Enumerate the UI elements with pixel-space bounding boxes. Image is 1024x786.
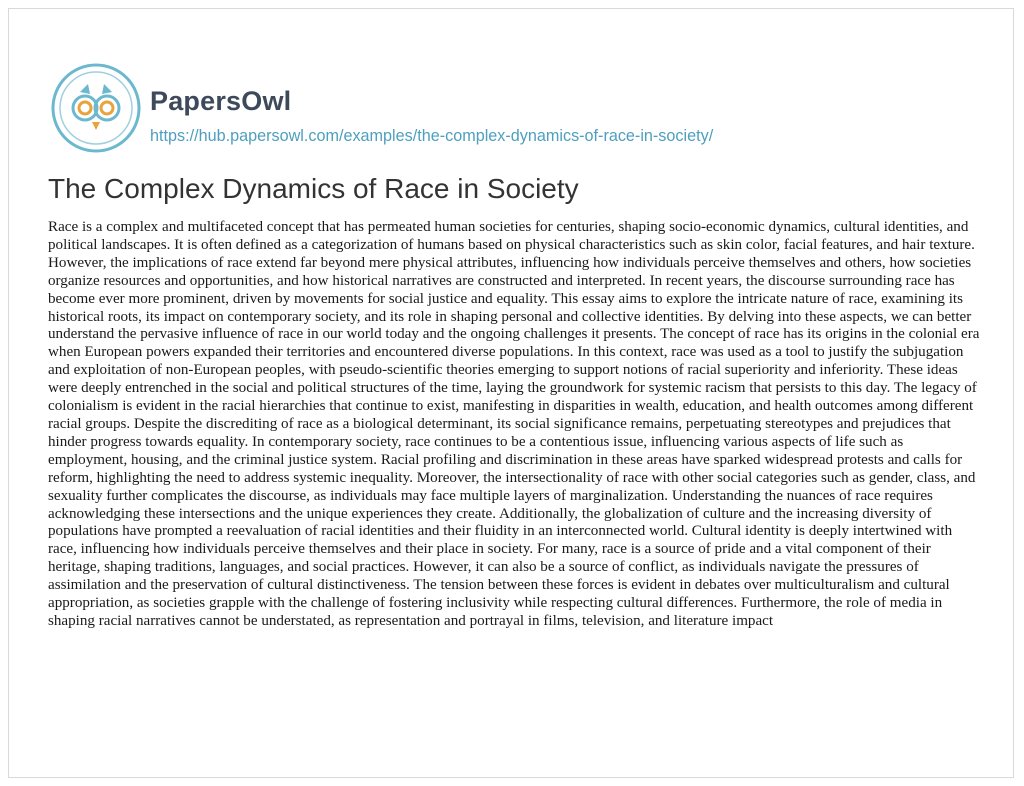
header [48, 62, 713, 154]
brand-name[interactable]: PapersOwl [150, 86, 292, 116]
essay-body: Race is a complex and multifaceted concept that has permeated human societies for centuries, shaping socio-economic dynamics, cultural identities, and political landscapes. It is often defined as a categorization of humans based on physical characteristics such as skin color, facial features, and hair texture. However, the implications of race extend far beyond mere physical attributes, influencing how individuals perceive themselves and others, how societies organize resources and opportunities, and how historical narratives are constructed and interpreted. In recent years, the discourse surrounding race has become ever more prominent, driven by movements for social justice and equality. This essay aims to explore the intricate nature of race, examining its historical roots, its impact on contemporary society, and its role in shaping personal and collective identities. By delving into these aspects, we can better understand the pervasive influence of race in our world today and the ongoing challenges it presents. The concept of race has its origins in the colonial era when European powers expanded their territories and encountered diverse populations. In this context, race was used as a tool to justify the subjugation and exploitation of non-European peoples, with pseudo-scientific theories emerging to support notions of racial superiority and inferiority. These ideas were deeply entrenched in the social and political structures of the time, laying the groundwork for systemic racism that persists to this day. The legacy of colonialism is evident in the racial hierarchies that continue to exist, manifesting in disparities in wealth, education, and health outcomes among different racial groups. Despite the discrediting of race as a biological determinant, its social significance remains, perpetuating stereotypes and prejudices that hinder progress towards equality. In contemporary society, race continues to be a contentious issue, influencing various aspects of life such as employment, housing, and the criminal justice system. Racial profiling and discrimination in these areas have sparked widespread protests and calls for reform, highlighting the need to address systemic inequality. Moreover, the intersectionality of race with other social categories such as gender, class, and sexuality further complicates the discourse, as individuals may face multiple layers of marginalization. Understanding the nuances of race requires acknowledging these intersections and the unique experiences they create. Additionally, the globalization of culture and the increasing diversity of populations have prompted a reevaluation of racial identities and their fluidity in an interconnected world. Cultural identity is deeply intertwined with race, influencing how individuals perceive themselves and their place in society. For many, race is a source of pride and a vital component of their heritage, shaping traditions, languages, and social practices. However, it can also be a source of conflict, as individuals navigate the pressures of assimilation and the preservation of cultural distinctiveness. The tension between these forces is evident in debates over multiculturalism and cultural appropriation, as societies grapple with the challenge of fostering inclusivity while respecting cultural differences. Furthermore, the role of media in shaping racial narratives cannot be understated, as representation and portrayal in films, television, and literature impact [48, 219, 980, 629]
essay-title: The Complex Dynamics of Race in Society [48, 173, 579, 204]
owl-eyes-icon [50, 62, 142, 154]
brand-block [150, 85, 713, 147]
source-url-link[interactable]: https://hub.papersowl.com/examples/the-complex-dynamics-of-race-in-society/ [150, 127, 714, 145]
